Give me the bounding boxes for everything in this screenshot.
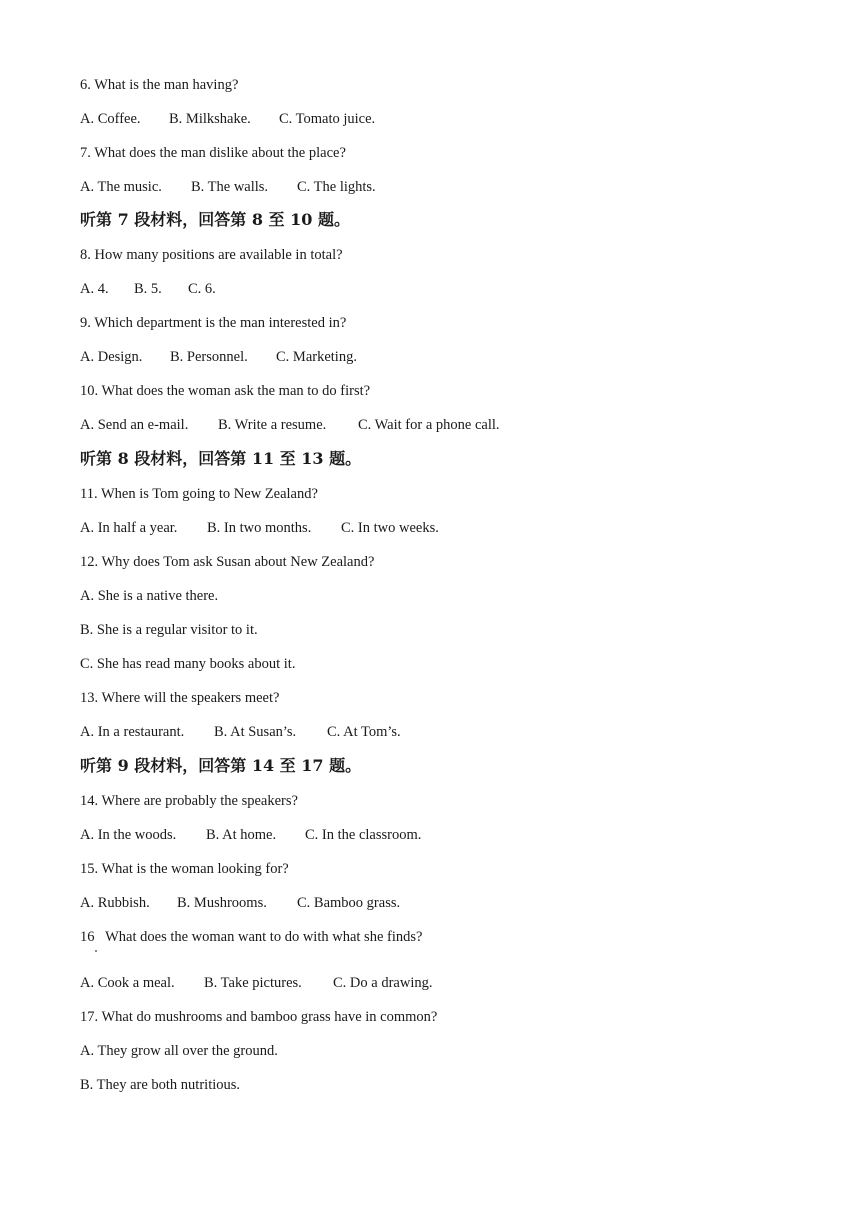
options-8 — [80, 280, 216, 298]
question-7: 7. What does the man dislike about the place? — [80, 145, 346, 161]
option-a: A. Send an e-mail. — [80, 417, 189, 433]
option-b: B. Write a resume. — [218, 417, 327, 433]
options-15 — [80, 894, 400, 912]
option-a: A. Cook a meal. — [80, 975, 175, 991]
question-11: 11. When is Tom going to New Zealand? — [80, 486, 318, 502]
options-14 — [80, 826, 421, 844]
option-c: C. Tomato juice. — [279, 111, 376, 127]
option-a: A. Coffee. — [80, 111, 141, 127]
option-a: A. Design. — [80, 349, 143, 365]
question-8: 8. How many positions are available in total? — [80, 247, 343, 263]
option-c: C. The lights. — [297, 179, 376, 195]
question-6: 6. What is the man having? — [80, 77, 239, 93]
option-a: A. In a restaurant. — [80, 724, 185, 740]
question-10: 10. What does the woman ask the man to do first? — [80, 383, 371, 399]
option-a: A. In the woods. — [80, 827, 177, 843]
option-c: C. Do a drawing. — [333, 975, 433, 991]
speck — [95, 950, 97, 952]
option-b: B. At Susan’s. — [214, 724, 297, 740]
option-12c: C. She has read many books about it. — [80, 656, 296, 672]
option-c: C. At Tom’s. — [327, 724, 401, 740]
option-a: A. In half a year. — [80, 520, 178, 536]
options-9 — [80, 348, 357, 366]
question-14: 14. Where are probably the speakers? — [80, 793, 298, 809]
option-12b: B. She is a regular visitor to it. — [80, 622, 258, 638]
option-c: C. In two weeks. — [341, 520, 439, 536]
option-b: B. At home. — [206, 827, 277, 843]
option-b: B. Take pictures. — [204, 975, 302, 991]
option-c: C. 6. — [188, 281, 216, 297]
options-7 — [80, 178, 376, 196]
option-b: B. 5. — [134, 281, 162, 297]
question-17: 17. What do mushrooms and bamboo grass have in common? — [80, 1009, 438, 1025]
option-b: B. Milkshake. — [169, 111, 251, 127]
section-heading-7: 听第 7 段材料，回答第 8 至 10 题。 — [80, 210, 350, 229]
section-heading-8: 听第 8 段材料，回答第 11 至 13 题。 — [80, 449, 362, 468]
option-b: B. In two months. — [207, 520, 312, 536]
section-heading-9: 听第 9 段材料，回答第 14 至 17 题。 — [80, 756, 362, 775]
option-12a: A. She is a native there. — [80, 588, 219, 604]
option-a: A. Rubbish. — [80, 895, 150, 911]
option-c: C. Wait for a phone call. — [358, 417, 500, 433]
option-a: A. 4. — [80, 281, 109, 297]
options-10 — [80, 416, 500, 434]
question-13: 13. Where will the speakers meet? — [80, 690, 280, 706]
options-6 — [80, 110, 375, 128]
question-16: 16 What does the woman want to do with what she finds? — [80, 929, 423, 945]
question-12: 12. Why does Tom ask Susan about New Zealand? — [80, 554, 375, 570]
options-16 — [80, 974, 432, 992]
option-b: B. Mushrooms. — [177, 895, 267, 911]
option-a: A. The music. — [80, 179, 162, 195]
question-15: 15. What is the woman looking for? — [80, 861, 289, 877]
question-9: 9. Which department is the man interested in? — [80, 315, 347, 331]
options-13 — [80, 723, 401, 741]
option-b: B. Personnel. — [170, 349, 248, 365]
option-17b: B. They are both nutritious. — [80, 1077, 241, 1093]
options-11 — [80, 519, 439, 537]
option-c: C. Marketing. — [276, 349, 357, 365]
option-c: C. In the classroom. — [305, 827, 422, 843]
option-17a: A. They grow all over the ground. — [80, 1043, 278, 1059]
option-b: B. The walls. — [191, 179, 269, 195]
option-c: C. Bamboo grass. — [297, 895, 401, 911]
